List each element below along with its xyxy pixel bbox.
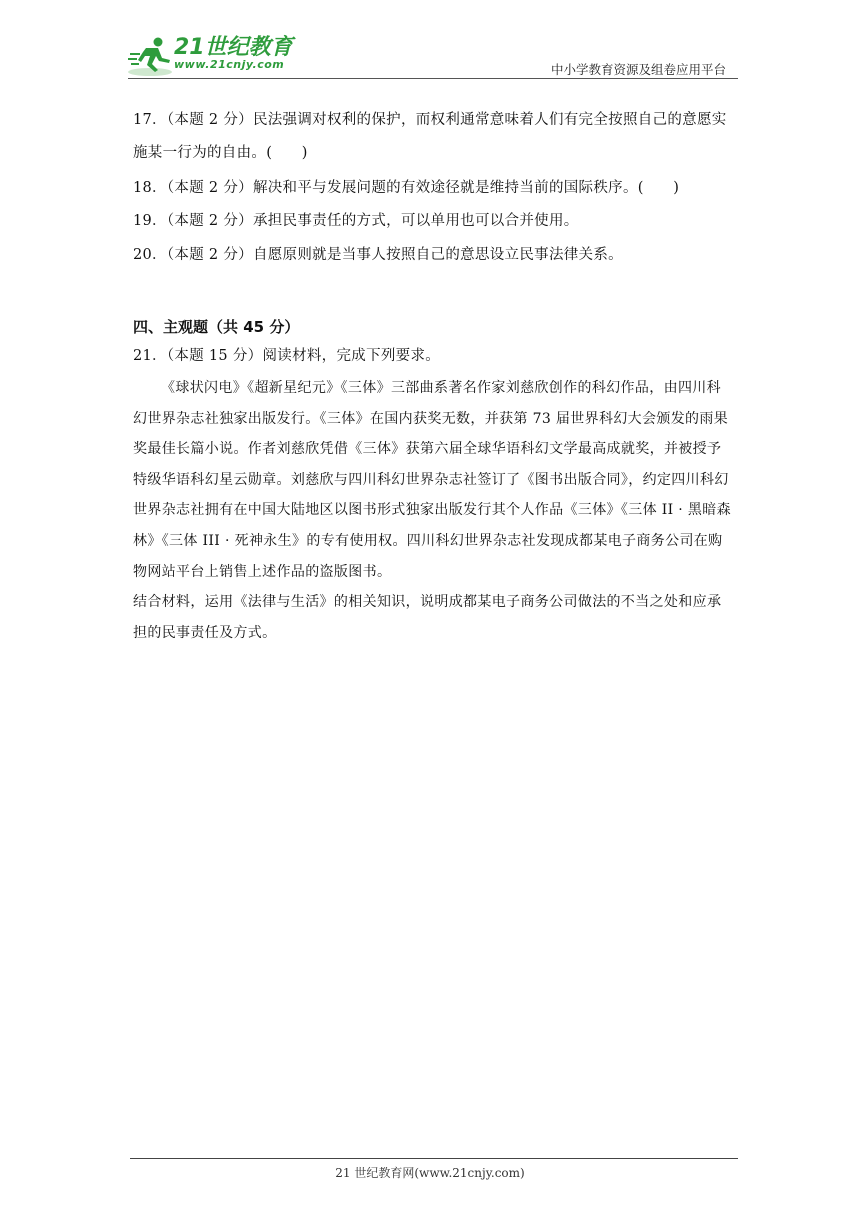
question-19: 19．（本题 2 分）承担民事责任的方式，可以单用也可以合并使用。	[133, 213, 579, 229]
footer-text: 21 世纪教育网(www.21cnjy.com)	[335, 1166, 525, 1180]
platform-tagline: 中小学教育资源及组卷应用平台	[550, 62, 726, 77]
question-21-requirement: 结合材料，运用《法律与生活》的相关知识，说明成都某电子商务公司做法的不当之处和应承担的民事责任及方式。	[133, 594, 722, 641]
section-title: 四、主观题（共 45 分）	[133, 318, 300, 336]
logo-url: www.21cnjy.com	[174, 58, 285, 71]
question-18: 18．（本题 2 分）解决和平与发展问题的有效途径就是维持当前的国际秩序。( )	[133, 180, 680, 196]
logo-text: 21世纪教育	[174, 35, 293, 60]
question-21-stem: 21．（本题 15 分）阅读材料，完成下列要求。	[133, 348, 441, 364]
header-divider	[128, 78, 738, 79]
footer-divider	[130, 1158, 738, 1159]
question-20: 20．（本题 2 分）自愿原则就是当事人按照自己的意思设立民事法律关系。	[133, 247, 623, 263]
question-21-material	[133, 373, 733, 648]
page-header	[128, 30, 738, 80]
question-17: 17．（本题 2 分）民法强调对权利的保护，而权利通常意味着人们有完全按照自己的意愿实施某一行为的自由。( )	[133, 112, 727, 161]
material-paragraph: 《球状闪电》《超新星纪元》《三体》三部曲系著名作家刘慈欣创作的科幻作品，由四川科幻世界杂志社独家出版发行。《三体》在国内获奖无数，并获第 73 届世界科幻大会颁发的雨果奖最佳长篇小说。作者刘慈欣凭借《三体》获第六届全球华语科幻文学最高成就奖，并被授予特级华语科幻星云勋章。刘慈欣与四川科幻世界杂志社签订了《图书出版合同》，约定四川科幻世界杂志社拥有在中国大陆地区以图书形式独家出版发行其个人作品《三体》《三体 II · 黑暗森林》《三体 III · 死神永生》的专有使用权。四川科幻世界杂志社发现成都某电子商务公司在购物网站平台上销售上述作品的盗版图书。	[133, 380, 731, 580]
